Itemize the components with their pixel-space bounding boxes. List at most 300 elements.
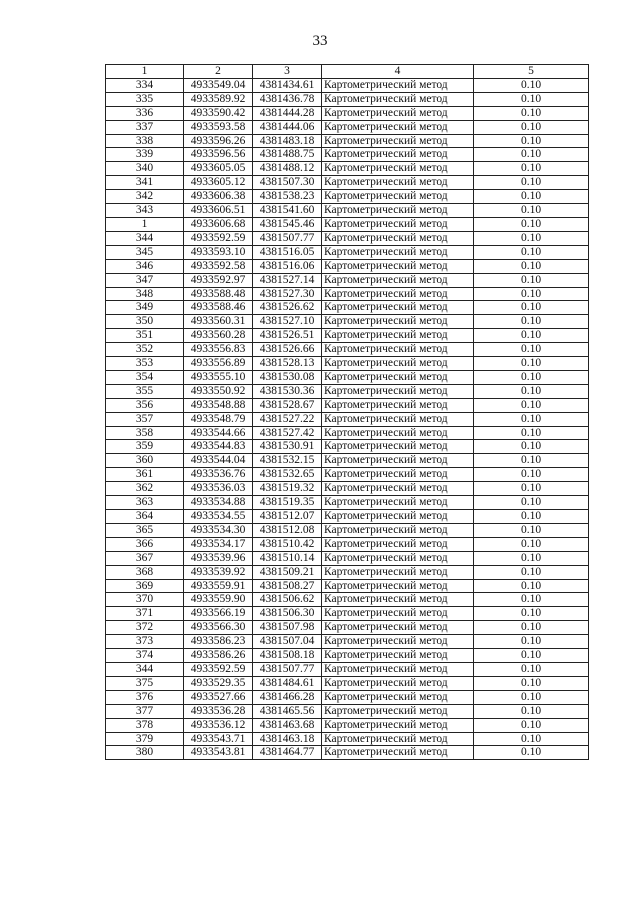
y-coordinate-cell: 4381484.61 [253,676,322,690]
table-row [106,523,589,537]
method-cell: Картометрический метод [322,398,474,412]
method-cell: Картометрический метод [322,370,474,384]
accuracy-cell: 0.10 [474,329,589,343]
method-cell: Картометрический метод [322,537,474,551]
table-row [106,92,589,106]
accuracy-cell: 0.10 [474,343,589,357]
x-coordinate-cell: 4933556.89 [184,357,253,371]
point-number-cell: 367 [106,551,184,565]
point-number-cell: 345 [106,245,184,259]
table-row [106,732,589,746]
y-coordinate-cell: 4381545.46 [253,217,322,231]
method-cell: Картометрический метод [322,329,474,343]
point-number-cell: 349 [106,301,184,315]
accuracy-cell: 0.10 [474,106,589,120]
method-cell: Картометрический метод [322,746,474,760]
table-row [106,134,589,148]
table-row [106,440,589,454]
point-number-cell: 339 [106,148,184,162]
y-coordinate-cell: 4381507.98 [253,621,322,635]
x-coordinate-cell: 4933543.71 [184,732,253,746]
table-row [106,398,589,412]
accuracy-cell: 0.10 [474,718,589,732]
table-row [106,635,589,649]
method-cell: Картометрический метод [322,412,474,426]
table-row [106,357,589,371]
table-row [106,190,589,204]
accuracy-cell: 0.10 [474,579,589,593]
table-row [106,106,589,120]
y-coordinate-cell: 4381510.42 [253,537,322,551]
y-coordinate-cell: 4381463.18 [253,732,322,746]
point-number-cell: 372 [106,621,184,635]
point-number-cell: 355 [106,384,184,398]
point-number-cell: 350 [106,315,184,329]
table-row [106,273,589,287]
method-cell: Картометрический метод [322,454,474,468]
x-coordinate-cell: 4933606.38 [184,190,253,204]
method-cell: Картометрический метод [322,690,474,704]
method-cell: Картометрический метод [322,523,474,537]
table-row [106,315,589,329]
table-row [106,176,589,190]
y-coordinate-cell: 4381434.61 [253,78,322,92]
y-coordinate-cell: 4381527.22 [253,412,322,426]
method-cell: Картометрический метод [322,217,474,231]
table-row [106,162,589,176]
method-cell: Картометрический метод [322,273,474,287]
y-coordinate-cell: 4381507.77 [253,231,322,245]
point-number-cell: 371 [106,607,184,621]
method-cell: Картометрический метод [322,92,474,106]
point-number-cell: 362 [106,482,184,496]
method-cell: Картометрический метод [322,482,474,496]
x-coordinate-cell: 4933536.12 [184,718,253,732]
table-row [106,565,589,579]
table-row [106,412,589,426]
accuracy-cell: 0.10 [474,162,589,176]
header-col-4: 4 [322,65,474,79]
table-row [106,676,589,690]
accuracy-cell: 0.10 [474,523,589,537]
x-coordinate-cell: 4933592.59 [184,231,253,245]
point-number-cell: 373 [106,635,184,649]
accuracy-cell: 0.10 [474,120,589,134]
y-coordinate-cell: 4381516.05 [253,245,322,259]
point-number-cell: 375 [106,676,184,690]
point-number-cell: 356 [106,398,184,412]
method-cell: Картометрический метод [322,565,474,579]
accuracy-cell: 0.10 [474,148,589,162]
point-number-cell: 368 [106,565,184,579]
x-coordinate-cell: 4933566.19 [184,607,253,621]
table-row [106,496,589,510]
page-number: 33 [312,33,328,49]
accuracy-cell: 0.10 [474,190,589,204]
table-row [106,662,589,676]
y-coordinate-cell: 4381507.04 [253,635,322,649]
accuracy-cell: 0.10 [474,704,589,718]
accuracy-cell: 0.10 [474,635,589,649]
x-coordinate-cell: 4933534.88 [184,496,253,510]
x-coordinate-cell: 4933544.66 [184,426,253,440]
accuracy-cell: 0.10 [474,662,589,676]
method-cell: Картометрический метод [322,315,474,329]
accuracy-cell: 0.10 [474,78,589,92]
method-cell: Картометрический метод [322,148,474,162]
x-coordinate-cell: 4933592.58 [184,259,253,273]
y-coordinate-cell: 4381532.15 [253,454,322,468]
table-row [106,259,589,273]
x-coordinate-cell: 4933593.58 [184,120,253,134]
y-coordinate-cell: 4381488.12 [253,162,322,176]
point-number-cell: 358 [106,426,184,440]
x-coordinate-cell: 4933534.17 [184,537,253,551]
point-number-cell: 351 [106,329,184,343]
y-coordinate-cell: 4381527.42 [253,426,322,440]
method-cell: Картометрический метод [322,551,474,565]
x-coordinate-cell: 4933548.79 [184,412,253,426]
y-coordinate-cell: 4381508.27 [253,579,322,593]
x-coordinate-cell: 4933592.97 [184,273,253,287]
header-col-2: 2 [184,65,253,79]
table-row [106,537,589,551]
y-coordinate-cell: 4381436.78 [253,92,322,106]
table-row [106,468,589,482]
accuracy-cell: 0.10 [474,245,589,259]
accuracy-cell: 0.10 [474,259,589,273]
y-coordinate-cell: 4381466.28 [253,690,322,704]
accuracy-cell: 0.10 [474,649,589,663]
accuracy-cell: 0.10 [474,273,589,287]
accuracy-cell: 0.10 [474,370,589,384]
table-row [106,120,589,134]
y-coordinate-cell: 4381538.23 [253,190,322,204]
method-cell: Картометрический метод [322,510,474,524]
table-row [106,329,589,343]
method-cell: Картометрический метод [322,231,474,245]
point-number-cell: 337 [106,120,184,134]
x-coordinate-cell: 4933544.83 [184,440,253,454]
table-row [106,649,589,663]
y-coordinate-cell: 4381483.18 [253,134,322,148]
table-row [106,148,589,162]
accuracy-cell: 0.10 [474,134,589,148]
coordinates-table [105,64,589,760]
accuracy-cell: 0.10 [474,204,589,218]
x-coordinate-cell: 4933527.66 [184,690,253,704]
table-row [106,454,589,468]
accuracy-cell: 0.10 [474,746,589,760]
x-coordinate-cell: 4933590.42 [184,106,253,120]
y-coordinate-cell: 4381463.68 [253,718,322,732]
x-coordinate-cell: 4933560.31 [184,315,253,329]
y-coordinate-cell: 4381506.30 [253,607,322,621]
method-cell: Картометрический метод [322,176,474,190]
point-number-cell: 343 [106,204,184,218]
table-row [106,384,589,398]
table-row [106,370,589,384]
y-coordinate-cell: 4381526.66 [253,343,322,357]
accuracy-cell: 0.10 [474,315,589,329]
x-coordinate-cell: 4933555.10 [184,370,253,384]
point-number-cell: 352 [106,343,184,357]
accuracy-cell: 0.10 [474,732,589,746]
header-col-1: 1 [106,65,184,79]
accuracy-cell: 0.10 [474,412,589,426]
table-row [106,593,589,607]
point-number-cell: 1 [106,217,184,231]
table-row [106,551,589,565]
accuracy-cell: 0.10 [474,384,589,398]
y-coordinate-cell: 4381465.56 [253,704,322,718]
method-cell: Картометрический метод [322,120,474,134]
accuracy-cell: 0.10 [474,426,589,440]
point-number-cell: 341 [106,176,184,190]
point-number-cell: 360 [106,454,184,468]
method-cell: Картометрический метод [322,607,474,621]
table-row [106,510,589,524]
y-coordinate-cell: 4381516.06 [253,259,322,273]
point-number-cell: 365 [106,523,184,537]
table-row [106,718,589,732]
x-coordinate-cell: 4933559.91 [184,579,253,593]
x-coordinate-cell: 4933534.30 [184,523,253,537]
point-number-cell: 348 [106,287,184,301]
point-number-cell: 370 [106,593,184,607]
y-coordinate-cell: 4381519.32 [253,482,322,496]
point-number-cell: 354 [106,370,184,384]
point-number-cell: 335 [106,92,184,106]
method-cell: Картометрический метод [322,162,474,176]
point-number-cell: 342 [106,190,184,204]
x-coordinate-cell: 4933550.92 [184,384,253,398]
method-cell: Картометрический метод [322,704,474,718]
x-coordinate-cell: 4933556.83 [184,343,253,357]
table-row [106,426,589,440]
y-coordinate-cell: 4381508.18 [253,649,322,663]
point-number-cell: 334 [106,78,184,92]
method-cell: Картометрический метод [322,468,474,482]
y-coordinate-cell: 4381444.28 [253,106,322,120]
x-coordinate-cell: 4933588.46 [184,301,253,315]
x-coordinate-cell: 4933606.68 [184,217,253,231]
method-cell: Картометрический метод [322,621,474,635]
table-row [106,482,589,496]
method-cell: Картометрический метод [322,635,474,649]
x-coordinate-cell: 4933549.04 [184,78,253,92]
method-cell: Картометрический метод [322,357,474,371]
method-cell: Картометрический метод [322,287,474,301]
method-cell: Картометрический метод [322,662,474,676]
y-coordinate-cell: 4381541.60 [253,204,322,218]
accuracy-cell: 0.10 [474,468,589,482]
table-header-row [106,65,589,79]
accuracy-cell: 0.10 [474,217,589,231]
y-coordinate-cell: 4381530.08 [253,370,322,384]
accuracy-cell: 0.10 [474,510,589,524]
y-coordinate-cell: 4381532.65 [253,468,322,482]
accuracy-cell: 0.10 [474,454,589,468]
point-number-cell: 357 [106,412,184,426]
table-row [106,690,589,704]
y-coordinate-cell: 4381527.10 [253,315,322,329]
accuracy-cell: 0.10 [474,551,589,565]
y-coordinate-cell: 4381528.13 [253,357,322,371]
table-row [106,621,589,635]
accuracy-cell: 0.10 [474,176,589,190]
x-coordinate-cell: 4933586.23 [184,635,253,649]
y-coordinate-cell: 4381519.35 [253,496,322,510]
point-number-cell: 361 [106,468,184,482]
table-row [106,301,589,315]
point-number-cell: 378 [106,718,184,732]
point-number-cell: 353 [106,357,184,371]
method-cell: Картометрический метод [322,649,474,663]
point-number-cell: 347 [106,273,184,287]
point-number-cell: 364 [106,510,184,524]
x-coordinate-cell: 4933536.76 [184,468,253,482]
table-row [106,204,589,218]
y-coordinate-cell: 4381512.08 [253,523,322,537]
method-cell: Картометрический метод [322,245,474,259]
y-coordinate-cell: 4381488.75 [253,148,322,162]
table-body [106,78,589,759]
y-coordinate-cell: 4381530.91 [253,440,322,454]
table-row [106,231,589,245]
x-coordinate-cell: 4933596.26 [184,134,253,148]
method-cell: Картометрический метод [322,676,474,690]
point-number-cell: 366 [106,537,184,551]
y-coordinate-cell: 4381506.62 [253,593,322,607]
x-coordinate-cell: 4933560.28 [184,329,253,343]
point-number-cell: 379 [106,732,184,746]
accuracy-cell: 0.10 [474,398,589,412]
point-number-cell: 340 [106,162,184,176]
table-row [106,217,589,231]
point-number-cell: 344 [106,231,184,245]
accuracy-cell: 0.10 [474,496,589,510]
method-cell: Картометрический метод [322,301,474,315]
accuracy-cell: 0.10 [474,676,589,690]
table-row [106,287,589,301]
x-coordinate-cell: 4933559.90 [184,593,253,607]
point-number-cell: 363 [106,496,184,510]
method-cell: Картометрический метод [322,343,474,357]
x-coordinate-cell: 4933539.92 [184,565,253,579]
x-coordinate-cell: 4933589.92 [184,92,253,106]
x-coordinate-cell: 4933534.55 [184,510,253,524]
point-number-cell: 377 [106,704,184,718]
header-col-5: 5 [474,65,589,79]
x-coordinate-cell: 4933529.35 [184,676,253,690]
x-coordinate-cell: 4933536.03 [184,482,253,496]
y-coordinate-cell: 4381526.51 [253,329,322,343]
method-cell: Картометрический метод [322,579,474,593]
accuracy-cell: 0.10 [474,482,589,496]
x-coordinate-cell: 4933605.05 [184,162,253,176]
method-cell: Картометрический метод [322,593,474,607]
header-col-3: 3 [253,65,322,79]
point-number-cell: 336 [106,106,184,120]
accuracy-cell: 0.10 [474,357,589,371]
x-coordinate-cell: 4933536.28 [184,704,253,718]
table-row [106,343,589,357]
accuracy-cell: 0.10 [474,231,589,245]
y-coordinate-cell: 4381527.14 [253,273,322,287]
y-coordinate-cell: 4381444.06 [253,120,322,134]
accuracy-cell: 0.10 [474,537,589,551]
x-coordinate-cell: 4933605.12 [184,176,253,190]
y-coordinate-cell: 4381507.30 [253,176,322,190]
y-coordinate-cell: 4381530.36 [253,384,322,398]
accuracy-cell: 0.10 [474,301,589,315]
table-row [106,607,589,621]
x-coordinate-cell: 4933596.56 [184,148,253,162]
x-coordinate-cell: 4933548.88 [184,398,253,412]
method-cell: Картометрический метод [322,106,474,120]
point-number-cell: 369 [106,579,184,593]
y-coordinate-cell: 4381507.77 [253,662,322,676]
y-coordinate-cell: 4381528.67 [253,398,322,412]
x-coordinate-cell: 4933539.96 [184,551,253,565]
y-coordinate-cell: 4381512.07 [253,510,322,524]
method-cell: Картометрический метод [322,134,474,148]
x-coordinate-cell: 4933588.48 [184,287,253,301]
method-cell: Картометрический метод [322,718,474,732]
method-cell: Картометрический метод [322,440,474,454]
point-number-cell: 376 [106,690,184,704]
accuracy-cell: 0.10 [474,621,589,635]
x-coordinate-cell: 4933592.59 [184,662,253,676]
table-row [106,704,589,718]
y-coordinate-cell: 4381526.62 [253,301,322,315]
method-cell: Картометрический метод [322,78,474,92]
point-number-cell: 359 [106,440,184,454]
method-cell: Картометрический метод [322,190,474,204]
table-row [106,746,589,760]
table-row [106,78,589,92]
y-coordinate-cell: 4381527.30 [253,287,322,301]
point-number-cell: 380 [106,746,184,760]
method-cell: Картометрический метод [322,204,474,218]
method-cell: Картометрический метод [322,732,474,746]
y-coordinate-cell: 4381510.14 [253,551,322,565]
point-number-cell: 374 [106,649,184,663]
accuracy-cell: 0.10 [474,593,589,607]
y-coordinate-cell: 4381464.77 [253,746,322,760]
table-row [106,245,589,259]
accuracy-cell: 0.10 [474,287,589,301]
method-cell: Картометрический метод [322,259,474,273]
x-coordinate-cell: 4933543.81 [184,746,253,760]
accuracy-cell: 0.10 [474,440,589,454]
point-number-cell: 338 [106,134,184,148]
x-coordinate-cell: 4933593.10 [184,245,253,259]
point-number-cell: 346 [106,259,184,273]
x-coordinate-cell: 4933606.51 [184,204,253,218]
method-cell: Картометрический метод [322,496,474,510]
point-number-cell: 344 [106,662,184,676]
table-row [106,579,589,593]
accuracy-cell: 0.10 [474,607,589,621]
accuracy-cell: 0.10 [474,565,589,579]
method-cell: Картометрический метод [322,384,474,398]
x-coordinate-cell: 4933586.26 [184,649,253,663]
method-cell: Картометрический метод [322,426,474,440]
accuracy-cell: 0.10 [474,690,589,704]
x-coordinate-cell: 4933544.04 [184,454,253,468]
